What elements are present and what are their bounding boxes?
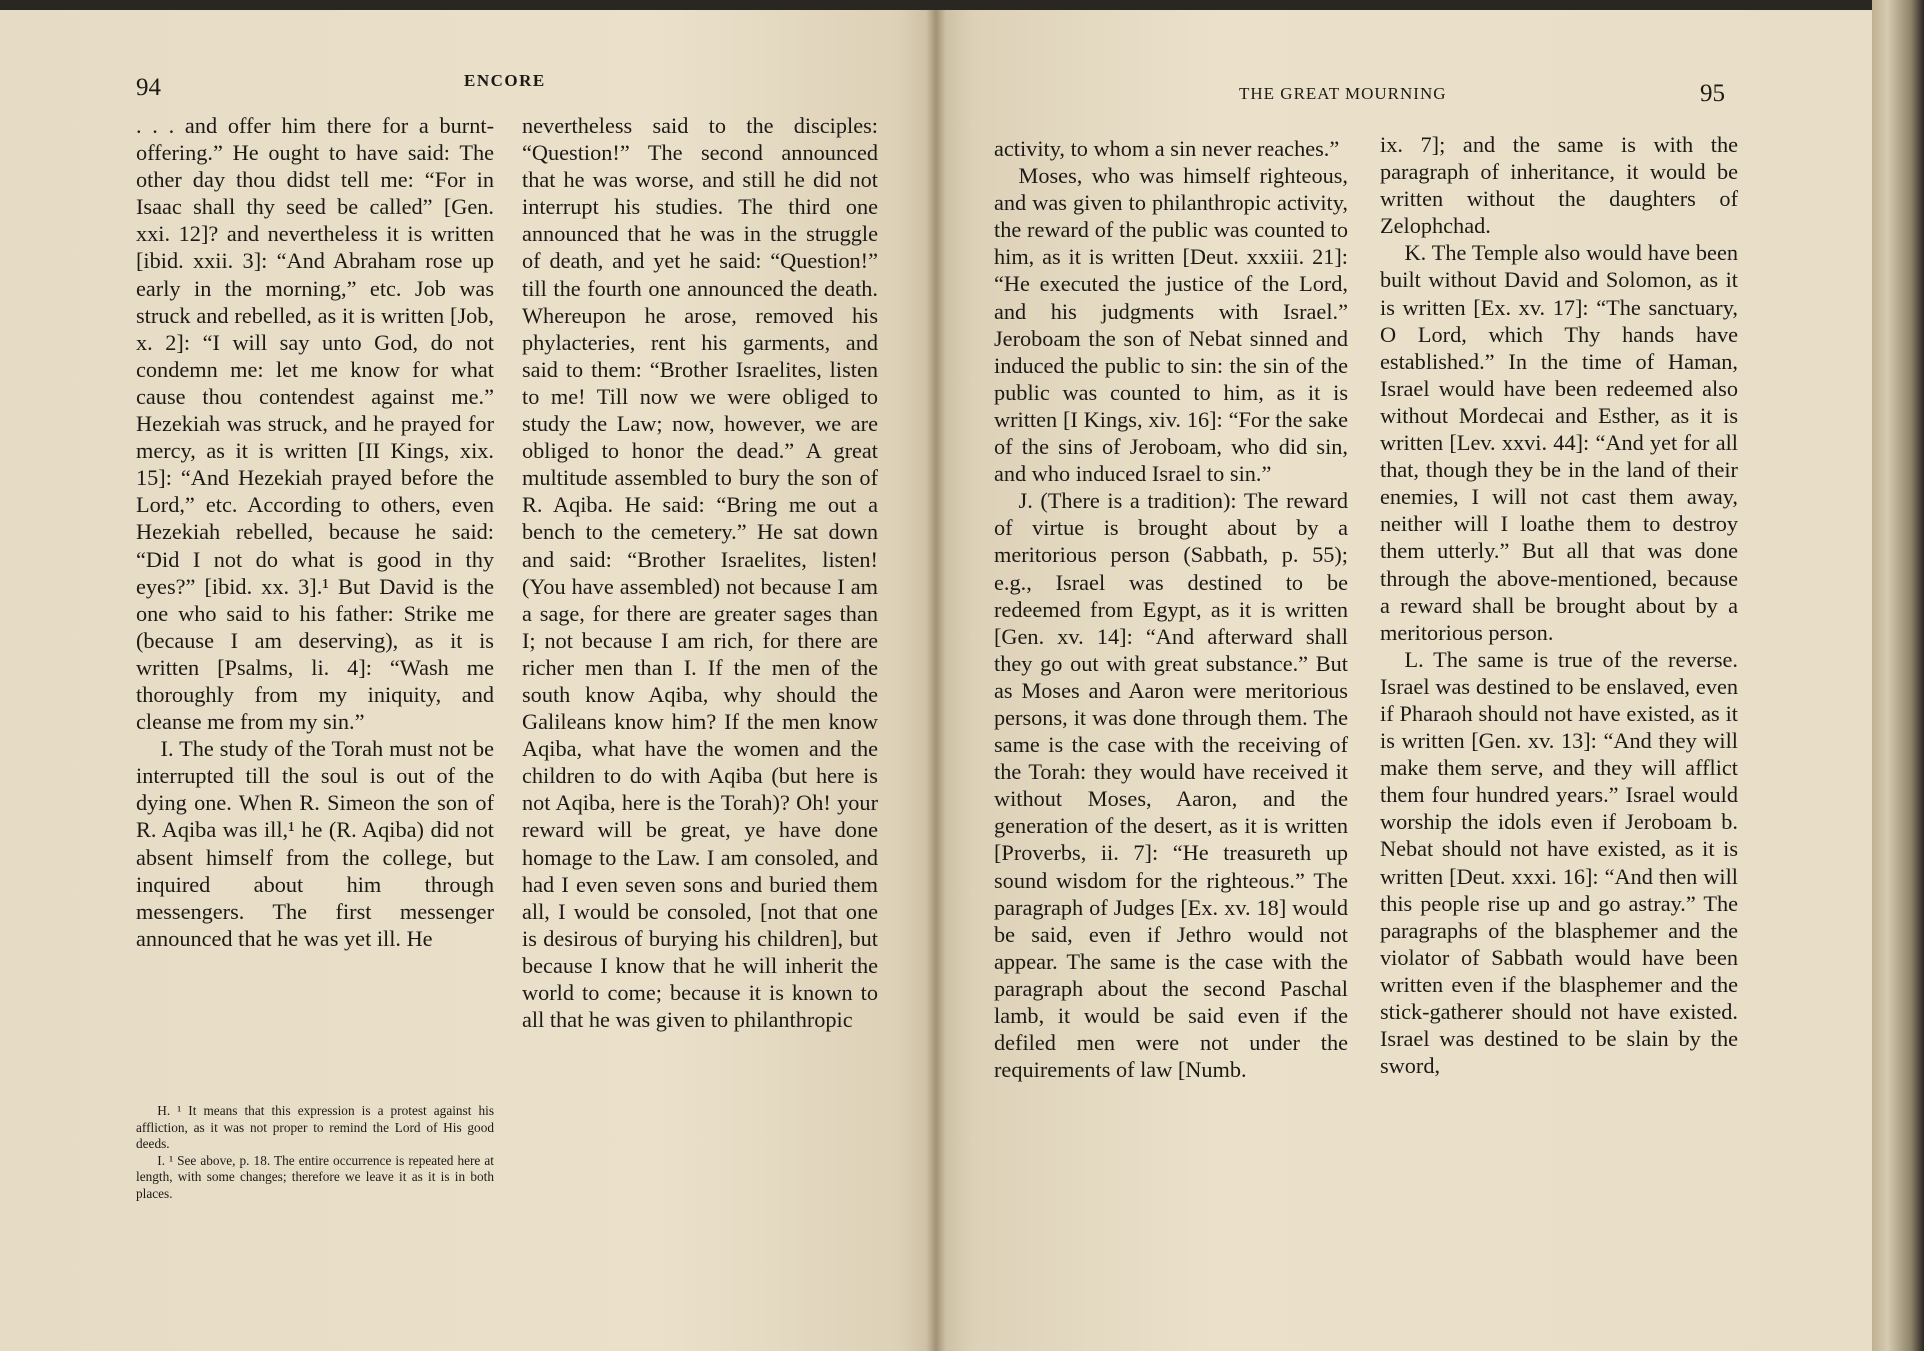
running-head: ENCORE — [464, 71, 546, 90]
paragraph: L. The same is true of the reverse. Israel was destined to be enslaved, even if Pharaoh should not have existed, as it is written [Gen. xv. 13]: “And they will make them serve, and they will afflict them four hundred years.” Israel would worship the idols even if Jeroboam b. Nebat should not have existed, as it is written [Deut. xxxi. 16]: “And then will this people rise up and go astray.” The paragraphs of the blasphemer and the violator of Sabbath would have been written even if the blasphemer and the stick-gatherer should not have existed. Israel was destined to be slain by the sword, — [1380, 646, 1738, 1079]
page-number: 94 — [136, 74, 161, 101]
text-column-1 — [136, 112, 494, 952]
text-column-2 — [1380, 131, 1738, 1079]
text-column-1 — [994, 135, 1348, 1083]
footnote: H. ¹ It means that this expression is a protest against his affliction, as it was not proper to remind the Lord of His good deeds. — [136, 1103, 494, 1151]
paragraph: ix. 7]; and the same is with the paragraph of inheritance, it would be written without the daughters of Zelophchad. — [1380, 132, 1738, 239]
left-page — [0, 10, 936, 1351]
page-edges — [1872, 0, 1924, 1351]
running-head: THE GREAT MOURNING — [1239, 84, 1447, 103]
paragraph: I. The study of the Torah must not be interrupted till the soul is out of the dying one. When R. Simeon the son of R. Aqiba was ill,¹ he (R. Aqiba) did not absent himself from the college, but inquired about him through messengers. The first messenger announced that he was yet ill. He — [136, 736, 494, 951]
paragraph: activity, to whom a sin never reaches.” — [994, 136, 1340, 161]
text-column-2 — [522, 112, 878, 1033]
paragraph: Moses, who was himself righteous, and was given to philanthropic activity, the reward of the public was counted to him, as it is written [Deut. xxxiii. 21]: “He executed the justice of the Lord, and his judgments with Israel.” Jeroboam the son of Nebat sinned and induced the public to sin: the sin of the public was counted to him, as it is written [I Kings, xiv. 16]: “For the sake of the sins of Jeroboam, who did sin, and who induced Israel to sin.” — [994, 163, 1348, 487]
footnote: I. ¹ See above, p. 18. The entire occurrence is repeated here at length, with some changes; therefore we leave it as it is in both places. — [136, 1152, 494, 1201]
paragraph: . . . and offer him there for a burnt-offering.” He ought to have said: The other day thou didst tell me: “For in Isaac shall thy seed be called” [Gen. xxi. 12]? and nevertheless it is written [ibid. xxii. 3]: “And Abraham rose up early in the morning,” etc. Job was struck and rebelled, as it is written [Job, x. 2]: “I will say unto God, do not condemn me: let me know for what cause thou contendest against me.” Hezekiah was struck, and he prayed for mercy, as it is written [II Kings, xix. 15]: “And Hezekiah prayed before the Lord,” etc. According to others, even Hezekiah rebelled, because he said: “Did I not do what is good in thy eyes?” [ibid. xx. 3].¹ But David is the one who said to his father: Strike me (because I am deserving), as it is written [Psalms, li. 4]: “Wash me thoroughly from my iniquity, and cleanse me from my sin.” — [136, 113, 494, 735]
paragraph: nevertheless said to the disciples: “Question!” The second announced that he was worse, and still he did not interrupt his studies. The third one announced that he was in the struggle of death, and yet he said: “Question!” till the fourth one announced the death. Whereupon he arose, removed his phylacteries, rent his garments, and said to them: “Brother Israelites, listen to me! Till now we were obliged to study the Law; now, however, we are obliged to honor the dead.” A great multitude assembled to bury the son of R. Aqiba. He said: “Bring me out a bench to the cemetery.” He sat down and said: “Brother Israelites, listen! (You have assembled) not because I am a sage, for there are greater sages than I; not because I am rich, for there are richer men than I. If the men of the south know Aqiba, why should the Galileans know him? If the men know Aqiba, what have the women and the children to do with Aqiba (but here is not Aqiba, here is the Torah)? Oh! your reward will be great, ye have done homage to the Law. I am consoled, and had I even seven sons and buried them all, I would be consoled, [not that one is desirous of burying his children], but because I know that he will inherit the world to come; because it is known to all that he was given to philanthropic — [522, 113, 878, 1033]
paragraph: K. The Temple also would have been built without David and Solomon, as it is written [Ex. xv. 17]: “The sanctuary, O Lord, which Thy hands have established.” In the time of Haman, Israel would have been redeemed also without Mordecai and Esther, as it is written [Lev. xxvi. 44]: “And yet for all that, though they be in the land of their enemies, I will not cast them away, neither will I loathe them to destroy them utterly.” But all that was done through the above-mentioned, because a reward shall be brought about by a meritorious person. — [1380, 240, 1738, 645]
book-gutter — [926, 10, 946, 1351]
footnotes — [136, 1103, 494, 1202]
right-page — [936, 10, 1872, 1351]
page-number: 95 — [1700, 80, 1725, 107]
paragraph: J. (There is a tradition): The reward of virtue is brought about by a meritorious person (Sabbath, p. 55); e.g., Israel was destined to be redeemed from Egypt, as it is written [Gen. xv. 14]: “And afterward shall they go out with great substance.” But as Moses and Aaron were meritorious persons, it was done through them. The same is the case with the receiving of the Torah: they would have received it without Moses, Aaron, and the generation of the desert, as it is written [Proverbs, ii. 7]: “He treasureth up sound wisdom for the righteous.” The paragraph of Judges [Ex. xv. 18] would be said, even if Jethro would not appear. The same is the case with the paragraph about the second Paschal lamb, it would be said even if the defiled men were not under the requirements of law [Numb. — [994, 488, 1348, 1083]
